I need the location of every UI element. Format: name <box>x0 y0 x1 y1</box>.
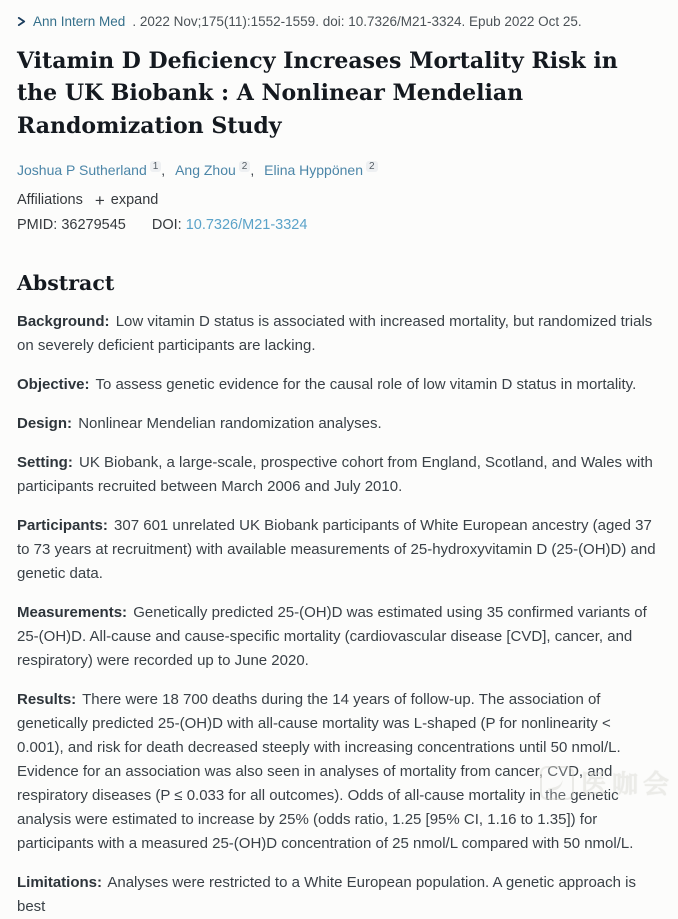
citation-text: . 2022 Nov;175(11):1552-1559. doi: 10.7326/M21-3324. Epub 2022 Oct 25. <box>132 14 582 29</box>
abstract-section-setting <box>17 451 660 499</box>
section-text: Low vitamin D status is associated with increased mortality, but randomized trials on severely deficient participants are lacking. <box>17 312 653 354</box>
doi-label: DOI: <box>151 216 182 233</box>
abstract-section-measurements <box>17 601 660 673</box>
affiliation-sup[interactable]: 1 <box>150 161 162 172</box>
author-separator: , <box>161 161 166 178</box>
abstract-section-background <box>17 310 660 358</box>
expand-label: expand <box>110 192 159 209</box>
pmid-label: PMID: <box>17 216 58 233</box>
abstract-section-results <box>17 688 660 856</box>
section-text: 307 601 unrelated UK Biobank participants of White European ancestry (aged 37 to 73 years at recruitment) with available measurements of 25-hydroxyvitamin D (25-(OH)D) and genetic data. <box>17 516 656 582</box>
journal-dropdown-button[interactable] <box>17 14 125 29</box>
author-link[interactable]: Joshua P Sutherland <box>17 161 147 178</box>
section-label: Background: <box>17 312 110 330</box>
doi-link[interactable]: 10.7326/M21-3324 <box>185 216 308 233</box>
doi-part <box>152 217 308 233</box>
abstract-section-participants <box>17 514 660 586</box>
author-link[interactable]: Ang Zhou <box>175 161 236 178</box>
author-item <box>175 162 258 178</box>
section-label: Design: <box>17 414 73 432</box>
abstract-heading: Abstract <box>17 270 115 295</box>
abstract-section-limitations <box>17 871 660 919</box>
affiliations-expand-button[interactable] <box>95 192 159 209</box>
section-label: Setting: <box>17 453 73 471</box>
affiliation-sup[interactable]: 2 <box>239 161 251 172</box>
abstract-section-objective <box>17 373 660 397</box>
section-text: Genetically predicted 25-(OH)D was estimated using 35 confirmed variants of 25-(OH)D. All-cause and cause-specific mortality (cardiovascular disease [CVD], cancer, and respiratory) were recorded up to June 2020. <box>17 603 647 669</box>
affiliations-row <box>17 192 660 209</box>
author-item <box>264 162 377 178</box>
author-link[interactable]: Elina Hyppönen <box>264 161 363 178</box>
abstract-section-design <box>17 412 660 436</box>
identifiers-row <box>17 217 660 233</box>
pmid-value: 36279545 <box>61 216 126 233</box>
section-text: Analyses were restricted to a White European population. A genetic approach is best <box>17 873 636 915</box>
authors-list <box>17 161 660 178</box>
journal-link[interactable]: Ann Intern Med <box>33 14 126 29</box>
section-text: To assess genetic evidence for the causal role of low vitamin D status in mortality. <box>95 375 637 393</box>
section-text: There were 18 700 deaths during the 14 years of follow-up. The association of genetically predicted 25-(OH)D with all-cause mortality was L-shaped (P for nonlinearity < 0.001), and risk for death decreased steeply with increasing concentrations until 50 nmol/L. Evidence for an association was also seen in analyses of mortality from cancer, CVD, and respiratory diseases (P ≤ 0.033 for all outcomes). Odds of all-cause mortality in the genetic analysis were estimated to increase by 25% (odds ratio, 1.25 [95% CI, 1.16 to 1.35]) for participants with a measured 25-(OH)D concentration of 25 nmol/L compared with 50 nmol/L. <box>17 690 634 852</box>
section-label: Measurements: <box>17 603 128 621</box>
author-separator: , <box>250 161 255 178</box>
section-label: Limitations: <box>17 873 102 891</box>
article-title: Vitamin D Deficiency Increases Mortality Risk in the UK Biobank : A Nonlinear Mendelian Randomization Study <box>17 48 618 139</box>
section-text: Nonlinear Mendelian randomization analyses. <box>78 414 382 432</box>
plus-icon: + <box>94 190 105 210</box>
affiliations-label: Affiliations <box>17 192 83 209</box>
watermark-text: 医咖会 <box>580 769 674 799</box>
section-label: Objective: <box>17 375 90 393</box>
chevron-right-icon <box>17 17 26 26</box>
section-label: Participants: <box>17 516 108 534</box>
affiliation-sup[interactable]: 2 <box>366 161 378 172</box>
author-item <box>17 162 169 178</box>
journal-citation <box>17 14 660 29</box>
section-label: Results: <box>17 690 77 708</box>
section-text: UK Biobank, a large-scale, prospective cohort from England, Scotland, and Wales with participants recruited between March 2006 and July 2010. <box>17 453 653 495</box>
